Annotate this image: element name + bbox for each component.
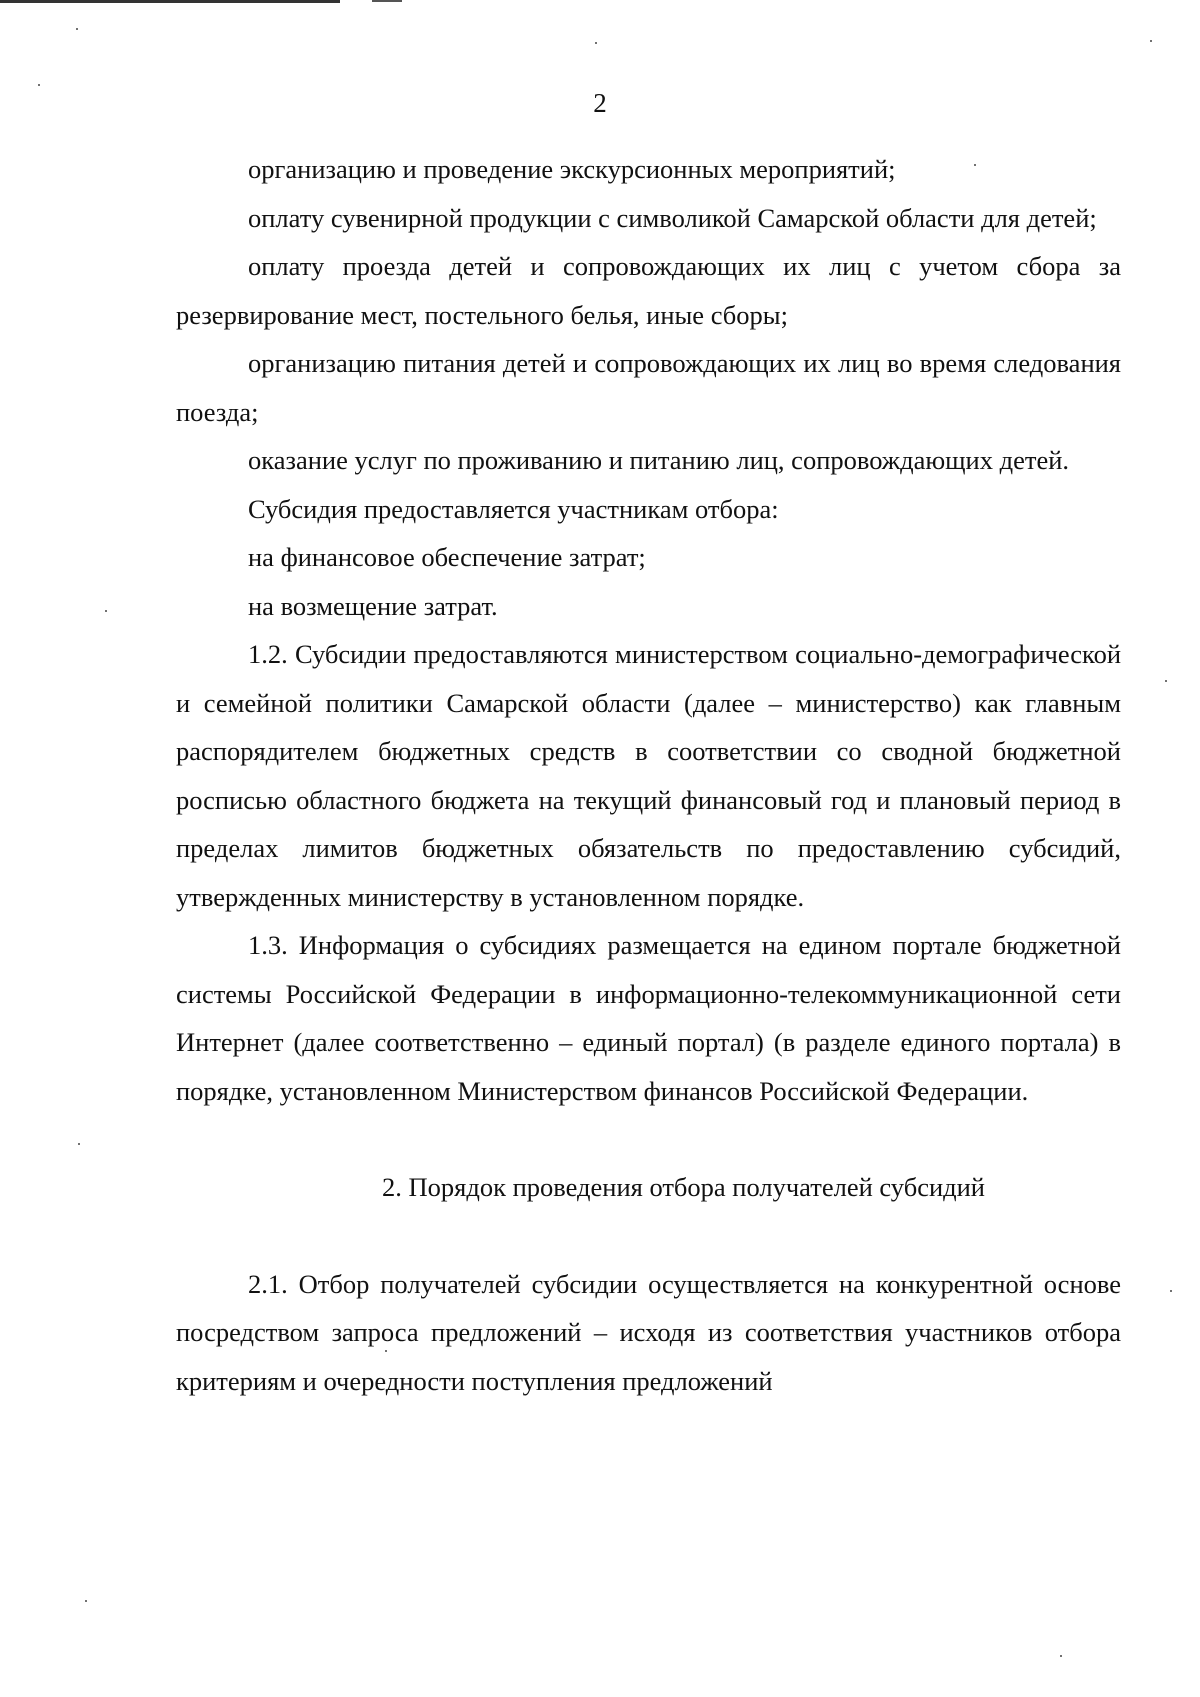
scan-speck (38, 84, 40, 86)
document-body (176, 145, 1121, 1405)
scan-speck (974, 164, 976, 166)
scan-speck (105, 610, 107, 612)
scan-speck (76, 28, 78, 30)
paragraph-1-3: 1.3. Информация о субсидиях размещается на едином портале бюджетной системы Российской Федерации в информационно-телекоммуникационной сети Интернет (далее соответственно – единый портал) (в разделе единого портала) в порядке, установленном Министерством финансов Российской Федерации. (176, 930, 1121, 1106)
paragraph: оказание услуг по проживанию и питанию лиц, сопровождающих детей. (248, 445, 1070, 475)
paragraph-2-1: 2.1. Отбор получателей субсидии осуществляется на конкурентной основе посредством запроса предложений – исходя из соответствия участников отбора критериям и очередности поступления предложений (176, 1268, 1121, 1396)
scan-speck (85, 1600, 87, 1602)
page-number: 2 (593, 88, 607, 118)
paragraph: Субсидия предоставляется участникам отбора: (248, 493, 779, 524)
scan-speck (595, 42, 597, 44)
paragraph: на финансовое обеспечение затрат; (248, 542, 646, 572)
scan-speck (1060, 1655, 1062, 1657)
paragraph: оплату сувенирной продукции с символикой Самарской области для детей; (248, 202, 1097, 233)
scan-speck (1165, 680, 1167, 682)
paragraph: оплату проезда детей и сопровождающих их лиц с учетом сбора за резервирование мест, постельного белья, иные сборы; (176, 251, 1121, 330)
paragraph: на возмещение затрат. (248, 590, 498, 621)
paragraph: организацию и проведение экскурсионных мероприятий; (248, 154, 896, 184)
scan-edge-mark (372, 0, 402, 2)
scan-speck (78, 1143, 80, 1145)
scan-speck (385, 1350, 387, 1352)
section-heading: 2. Порядок проведения отбора получателей субсидий (382, 1172, 985, 1202)
scan-edge-mark (0, 0, 340, 3)
scan-speck (1170, 1290, 1172, 1292)
paragraph-1-2: 1.2. Субсидии предоставляются министерством социально-демографической и семейной политики Самарской области (далее – министерство) как главным распорядителем бюджетных средств в соответствии со сводной бюджетной росписью областного бюджета на текущий финансовый год и плановый период в пределах лимитов бюджетных обязательств по предоставлению субсидий, утвержденных министерству в установленном порядке. (176, 639, 1121, 912)
scan-speck (1150, 40, 1152, 42)
paragraph: организацию питания детей и сопровождающих их лиц во время следования поезда; (176, 348, 1121, 427)
